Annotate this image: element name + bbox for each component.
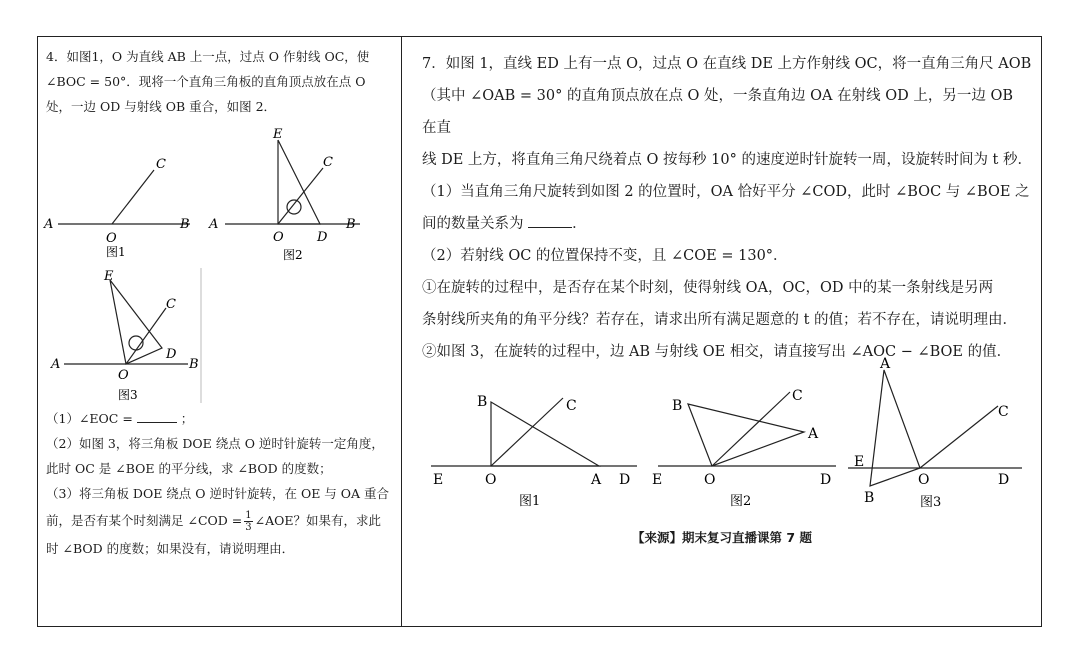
fraction-denominator: 3 [245, 522, 252, 533]
p7-q1-blank[interactable] [528, 213, 572, 228]
fig2-label-D: D [317, 230, 328, 245]
r-fig2-label-D: D [820, 472, 832, 488]
p7-line3: 线 DE 上方，将直角三角尺绕着点 O 按每秒 10° 的速度逆时针旋转一周，设旋转时间为 t 秒． [422, 152, 1032, 168]
r-fig3-caption: 图3 [920, 495, 942, 510]
r-fig2-label-B: B [672, 398, 683, 414]
fig3-label-B: B [189, 357, 199, 372]
p7-figure-1 [425, 380, 640, 515]
r-fig3-label-D: D [998, 472, 1010, 488]
fraction-one-third [244, 510, 252, 533]
p7-q1-line2-post: ． [572, 216, 587, 232]
p7-line2: （其中 ∠OAB = 30° 的直角顶点放在点 O 处，一条直角边 OA 在射线 OD 上，另一边 OB 在直 [422, 88, 1014, 136]
p7-q2a-line1: ①在旋转的过程中，是否存在某个时刻，使得射线 OA，OC，OD 中的某一条射线是另两 [422, 280, 994, 296]
fig1-label-O: O [106, 231, 117, 246]
fig1-label-C: C [156, 157, 166, 172]
p7-q1-line1: （1）当直角三角尺旋转到如图 2 的位置时，OA 恰好平分 ∠COD，此时 ∠BOC 与 ∠BOE 之 [422, 184, 1030, 200]
fig2-label-E: E [273, 128, 283, 142]
problem-7 [402, 36, 1042, 368]
p7-figure-2 [648, 380, 843, 515]
fig2-label-O: O [273, 230, 284, 245]
p4-figure-3 [48, 268, 208, 403]
fig3-caption: 图3 [118, 388, 138, 402]
r-fig2-label-E: E [652, 472, 663, 488]
r-fig3-label-O: O [918, 472, 930, 488]
p7-q2a-line2: 条射线所夹角的角平分线？若存在，请求出所有满足题意的 t 的值；若不存在，请说明理由． [422, 312, 1018, 328]
fig2-caption: 图2 [283, 248, 303, 262]
p4-q3-line3: 时 ∠BOD 的度数；如果没有，请说明理由． [46, 541, 295, 556]
fig3-label-E: E [104, 269, 114, 284]
p4-q2-line2: 此时 OC 是 ∠BOE 的平分线，求 ∠BOD 的度数； [46, 461, 332, 476]
fig3-label-C: C [166, 297, 176, 312]
r-fig1-label-D: D [619, 472, 631, 488]
fig3-label-O: O [118, 368, 129, 383]
r-fig1-label-B: B [477, 394, 488, 410]
p4-q1 [46, 406, 393, 431]
fig1-label-A: A [44, 217, 54, 232]
r-fig1-label-O: O [485, 472, 497, 488]
p4-intro-line3: 处，一边 OD 与射线 OB 重合，如图 2． [46, 99, 277, 114]
fig3-label-D: D [166, 347, 177, 362]
r-fig3-label-A: A [880, 356, 891, 372]
p4-q2-line1: （2）如图 3，将三角板 DOE 绕点 O 逆时针旋转一定角度， [46, 436, 384, 451]
p4-intro-line2: ∠BOC = 50°．现将一个直角三角板的直角顶点放在点 O [46, 74, 366, 89]
p7-q2b: ②如图 3，在旋转的过程中，边 AB 与射线 OE 相交，请直接写出 ∠AOC − ∠BOE 的值． [422, 344, 1012, 360]
source-note: 【来源】期末复习直播课第 7 题 [632, 530, 812, 545]
r-fig1-caption: 图1 [519, 494, 541, 509]
p7-figure-3 [842, 352, 1037, 517]
fig3-label-A: A [51, 357, 61, 372]
p4-intro-line1: 4．如图1，O 为直线 AB 上一点，过点 O 作射线 OC，使 [46, 49, 370, 64]
fig2-label-C: C [323, 155, 333, 170]
r-fig3-label-B: B [864, 490, 875, 506]
p7-q2: （2）若射线 OC 的位置保持不变，且 ∠COE = 130°． [422, 248, 788, 264]
p4-figure-2 [205, 128, 370, 263]
fig2-label-B: B [346, 217, 356, 232]
p4-q1-text: （1）∠EOC = [46, 411, 133, 426]
r-fig2-label-C: C [792, 388, 803, 404]
p4-questions [38, 406, 401, 561]
p4-q3-line2-pre: 前，是否有某个时刻满足 ∠COD = [46, 513, 243, 528]
p4-figure-1 [40, 150, 200, 260]
r-fig2-label-A: A [808, 426, 819, 442]
r-fig3-label-E: E [854, 454, 865, 470]
fig1-label-B: B [180, 217, 190, 232]
r-fig3-label-C: C [998, 404, 1009, 420]
p4-q1-blank[interactable] [137, 410, 177, 423]
p4-q3-line2-post: ∠AOE？如果有，求此 [254, 513, 381, 528]
p7-q1-line2 [422, 208, 1032, 240]
r-fig2-label-O: O [704, 472, 716, 488]
r-fig1-label-A: A [591, 472, 602, 488]
p7-q1-line2-pre: 间的数量关系为 [422, 216, 524, 232]
p4-q3-line2 [46, 506, 393, 536]
fig1-caption: 图1 [106, 245, 126, 259]
r-fig2-caption: 图2 [730, 494, 752, 509]
p4-q3-line1: （3）将三角板 DOE 绕点 O 逆时针旋转，在 OE 与 OA 重合 [46, 486, 390, 501]
p7-line1: 7．如图 1，直线 ED 上有一点 O，过点 O 在直线 DE 上方作射线 OC，将一直角三角尺 AOB [422, 56, 1032, 72]
fraction-numerator: 1 [245, 510, 252, 521]
r-fig1-label-C: C [566, 398, 577, 414]
r-fig1-label-E: E [433, 472, 444, 488]
p4-q1-end: ； [180, 411, 194, 426]
fig2-label-A: A [209, 217, 219, 232]
problem-4 [38, 36, 401, 119]
